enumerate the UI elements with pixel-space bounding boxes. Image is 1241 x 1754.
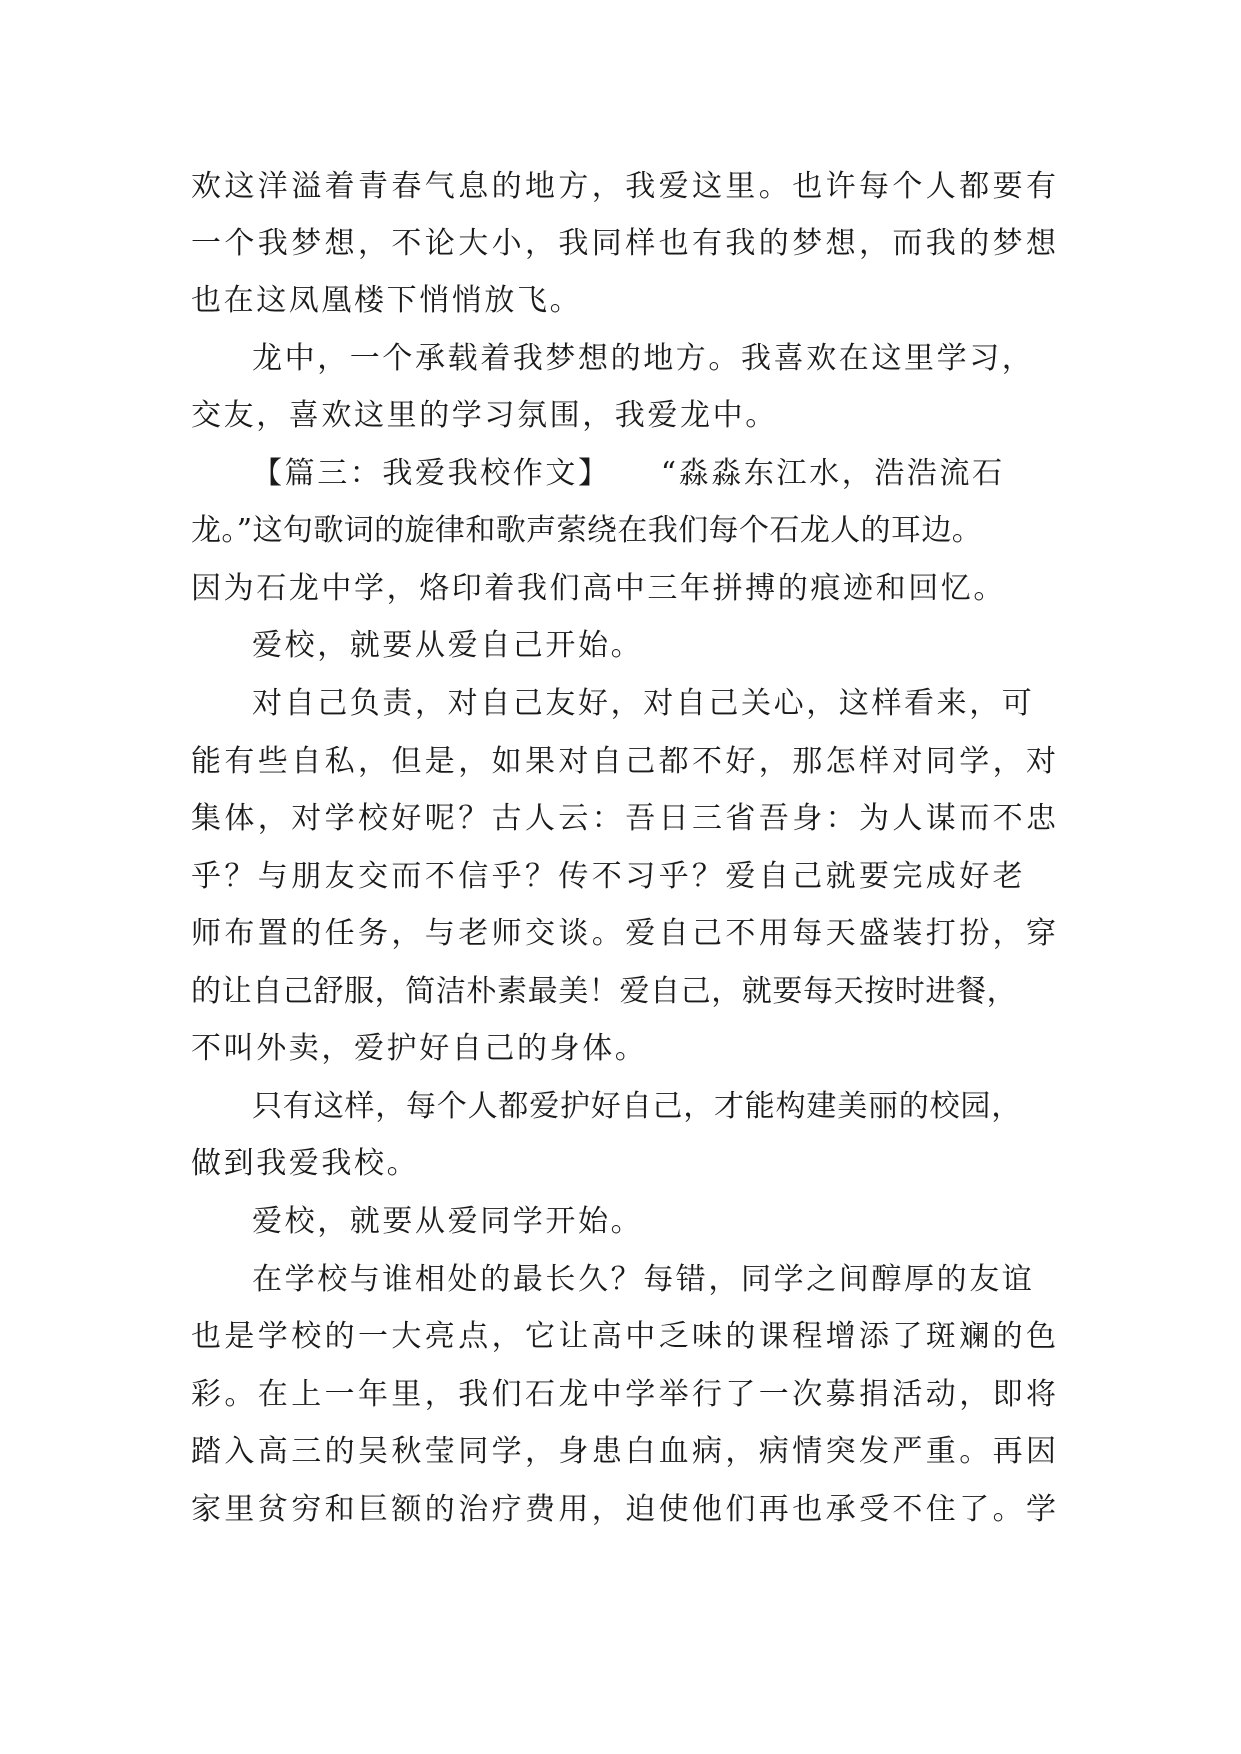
text-line: 的让自己舒服，简洁朴素最美！爱自己，就要每天按时进餐， xyxy=(191,974,1018,1009)
text-line: 师布置的任务，与老师交谈。爱自己不用每天盛装打扮，穿 xyxy=(191,916,1060,951)
text-line: 龙。”这句歌词的旋律和歌声萦绕在我们每个石龙人的耳边。 xyxy=(191,513,983,548)
text-line: 交友，喜欢这里的学习氛围，我爱龙中。 xyxy=(191,398,778,433)
text-line: 能有些自私，但是，如果对自己都不好，那怎样对同学，对 xyxy=(191,744,1060,779)
text-line: 一个我梦想，不论大小，我同样也有我的梦想，而我的梦想 xyxy=(191,226,1060,261)
section-heading-line: 【篇三：我爱我校作文】 “淼淼东江水，浩浩流石 xyxy=(252,456,1005,491)
text-line: 对自己负责，对自己友好，对自己关心，这样看来，可 xyxy=(252,686,1035,721)
text-line: 只有这样，每个人都爱护好自己，才能构建美丽的校园， xyxy=(252,1089,1022,1124)
text-line: 爱校，就要从爱自己开始。 xyxy=(252,628,644,663)
text-line: 踏入高三的吴秋莹同学，身患白血病，病情突发严重。再因 xyxy=(191,1434,1060,1469)
text-line: 在学校与谁相处的最长久？每错，同学之间醇厚的友谊 xyxy=(252,1262,1035,1297)
text-line: 彩。在上一年里，我们石龙中学举行了一次募捐活动，即将 xyxy=(191,1377,1060,1412)
text-line: 家里贫穷和巨额的治疗费用，迫使他们再也承受不住了。学 xyxy=(191,1492,1060,1527)
text-line: 欢这洋溢着青春气息的地方，我爱这里。也许每个人都要有 xyxy=(191,169,1060,204)
text-line: 集体，对学校好呢？古人云：吾日三省吾身：为人谋而不忠 xyxy=(191,801,1060,836)
text-line: 也在这凤凰楼下悄悄放飞。 xyxy=(191,283,583,318)
text-line: 爱校，就要从爱同学开始。 xyxy=(252,1204,644,1239)
text-line: 因为石龙中学，烙印着我们高中三年拼搏的痕迹和回忆。 xyxy=(191,571,1006,606)
text-line: 乎？与朋友交而不信乎？传不习乎？爱自己就要完成好老 xyxy=(191,859,1026,894)
text-line: 做到我爱我校。 xyxy=(191,1146,420,1181)
text-line: 不叫外卖，爱护好自己的身体。 xyxy=(191,1031,648,1066)
text-line: 龙中，一个承载着我梦想的地方。我喜欢在这里学习， xyxy=(252,341,1035,376)
text-line: 也是学校的一大亮点，它让高中乏味的课程增添了斑斓的色 xyxy=(191,1319,1060,1354)
